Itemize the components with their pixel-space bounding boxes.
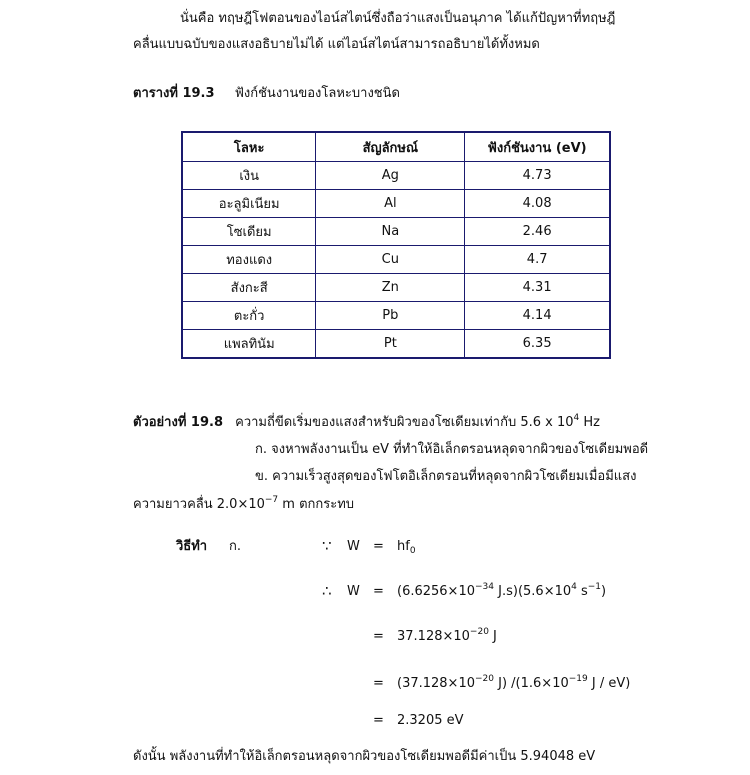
table-caption-label: ตารางที่ 19.3 — [133, 86, 215, 101]
cell-metal: สังกะสี — [182, 274, 316, 302]
cell-metal: โซเดียม — [182, 218, 316, 246]
cell-metal: ตะกั่ว — [182, 302, 316, 330]
cell-metal: แพลทินัม — [182, 330, 316, 359]
example-exponent: 4 — [573, 413, 580, 423]
expr-exponent: 4 — [571, 582, 577, 592]
step-3-expression — [397, 628, 497, 646]
example-part-b: ข. ความเร็วสูงสุดของโฟโตอิเล็กตรอนที่หลุดจากผิวโซเดียมเมื่อมีแสง — [255, 469, 637, 484]
expr-part: ) — [601, 584, 607, 599]
cell-metal: อะลูมิเนียม — [182, 190, 316, 218]
header-work-function: ฟังก์ชันงาน (eV) — [465, 132, 610, 162]
cell-work-function: 4.08 — [465, 190, 610, 218]
step-4-expression — [397, 675, 630, 693]
cell-symbol: Pb — [316, 302, 465, 330]
expr-part: J) /(1.6×10 — [494, 676, 569, 691]
cell-work-function: 4.7 — [465, 246, 610, 274]
table-row — [182, 302, 610, 330]
cell-work-function: 2.46 — [465, 218, 610, 246]
work-function-table — [181, 131, 611, 359]
work-variable: W — [347, 539, 360, 554]
step-2-expression — [397, 583, 606, 601]
expr-part: (6.6256×10 — [397, 584, 475, 599]
intro-line-2: คลื่นแบบฉบับของแสงอธิบายไม่ได้ แต่ไอน์สไตน์สามารถอธิบายได้ทั้งหมด — [133, 37, 540, 52]
expr-part: s — [576, 584, 588, 599]
solution-part: ก. — [229, 539, 242, 554]
table-row — [182, 274, 610, 302]
example-label: ตัวอย่างที่ 19.8 — [133, 415, 223, 430]
cell-work-function: 4.73 — [465, 162, 610, 190]
cell-symbol: Ag — [316, 162, 465, 190]
header-metal: โลหะ — [182, 132, 316, 162]
table-caption — [133, 85, 400, 103]
conclusion: ดังนั้น พลังงานที่ทำให้อิเล็กตรอนหลุดจากผิวของโซเดียมพอดีมีค่าเป็น 5.94048 eV — [133, 749, 596, 764]
cell-metal: ทองแดง — [182, 246, 316, 274]
table-row — [182, 162, 610, 190]
cell-work-function: 4.31 — [465, 274, 610, 302]
table-row — [182, 218, 610, 246]
solution-label: วิธีทำ — [176, 539, 208, 554]
hf-subscript: 0 — [409, 546, 416, 556]
expr-exponent: −20 — [469, 627, 489, 637]
expr-exponent: −19 — [568, 674, 588, 684]
therefore-symbol: ∴ — [322, 582, 332, 600]
table-header-row — [182, 132, 610, 162]
cell-work-function: 6.35 — [465, 330, 610, 359]
example-statement — [133, 414, 600, 432]
example-text: ความถี่ขีดเริ่มของแสงสำหรับผิวของโซเดียมเท่ากับ 5.6 x 10 — [235, 415, 574, 430]
cell-symbol: Al — [316, 190, 465, 218]
expr-exponent: −34 — [475, 582, 494, 592]
cell-metal: เงิน — [182, 162, 316, 190]
expr-part: J — [488, 629, 497, 644]
example-part-b-continued — [133, 496, 354, 514]
cell-work-function: 4.14 — [465, 302, 610, 330]
cell-symbol: Na — [316, 218, 465, 246]
equals-sign: = — [373, 539, 384, 554]
table-row — [182, 246, 610, 274]
table-row — [182, 330, 610, 359]
expr-part: J / eV) — [587, 676, 631, 691]
step-5-result: 2.3205 eV — [397, 713, 464, 728]
intro-line-1: นั่นคือ ทฤษฎีโฟตอนของไอน์สไตน์ซึ่งถือว่าแสงเป็นอนุภาค ได้แก้ปัญหาที่ทฤษฎี — [180, 11, 616, 26]
equals-sign: = — [373, 676, 384, 691]
table-caption-title: ฟังก์ชันงานของโลหะบางชนิด — [234, 86, 400, 101]
expr-exponent: −1 — [587, 582, 602, 592]
cell-symbol: Cu — [316, 246, 465, 274]
wavelength-text: ความยาวคลื่น 2.0×10 — [133, 497, 265, 512]
expr-exponent: −20 — [475, 674, 494, 684]
example-part-a: ก. จงหาพลังงานเป็น eV ที่ทำให้อิเล็กตรอนหลุดจากผิวของโซเดียมพอดี — [255, 442, 649, 457]
wavelength-unit: m ตกกระทบ — [278, 497, 355, 512]
work-variable: W — [347, 584, 360, 599]
expr-part: J.s)(5.6×10 — [494, 584, 572, 599]
header-symbol: สัญลักษณ์ — [316, 132, 465, 162]
equals-sign: = — [373, 584, 384, 599]
cell-symbol: Pt — [316, 330, 465, 359]
expr-part: (37.128×10 — [397, 676, 475, 691]
expr-part: 37.128×10 — [397, 629, 470, 644]
equals-sign: = — [373, 713, 384, 728]
table-row — [182, 190, 610, 218]
cell-symbol: Zn — [316, 274, 465, 302]
wavelength-exponent: −7 — [264, 495, 279, 505]
equals-sign: = — [373, 629, 384, 644]
because-symbol: ∵ — [322, 537, 332, 555]
hf-term: hf — [397, 539, 410, 554]
example-unit: Hz — [579, 415, 600, 430]
step-1-expression — [397, 538, 416, 556]
